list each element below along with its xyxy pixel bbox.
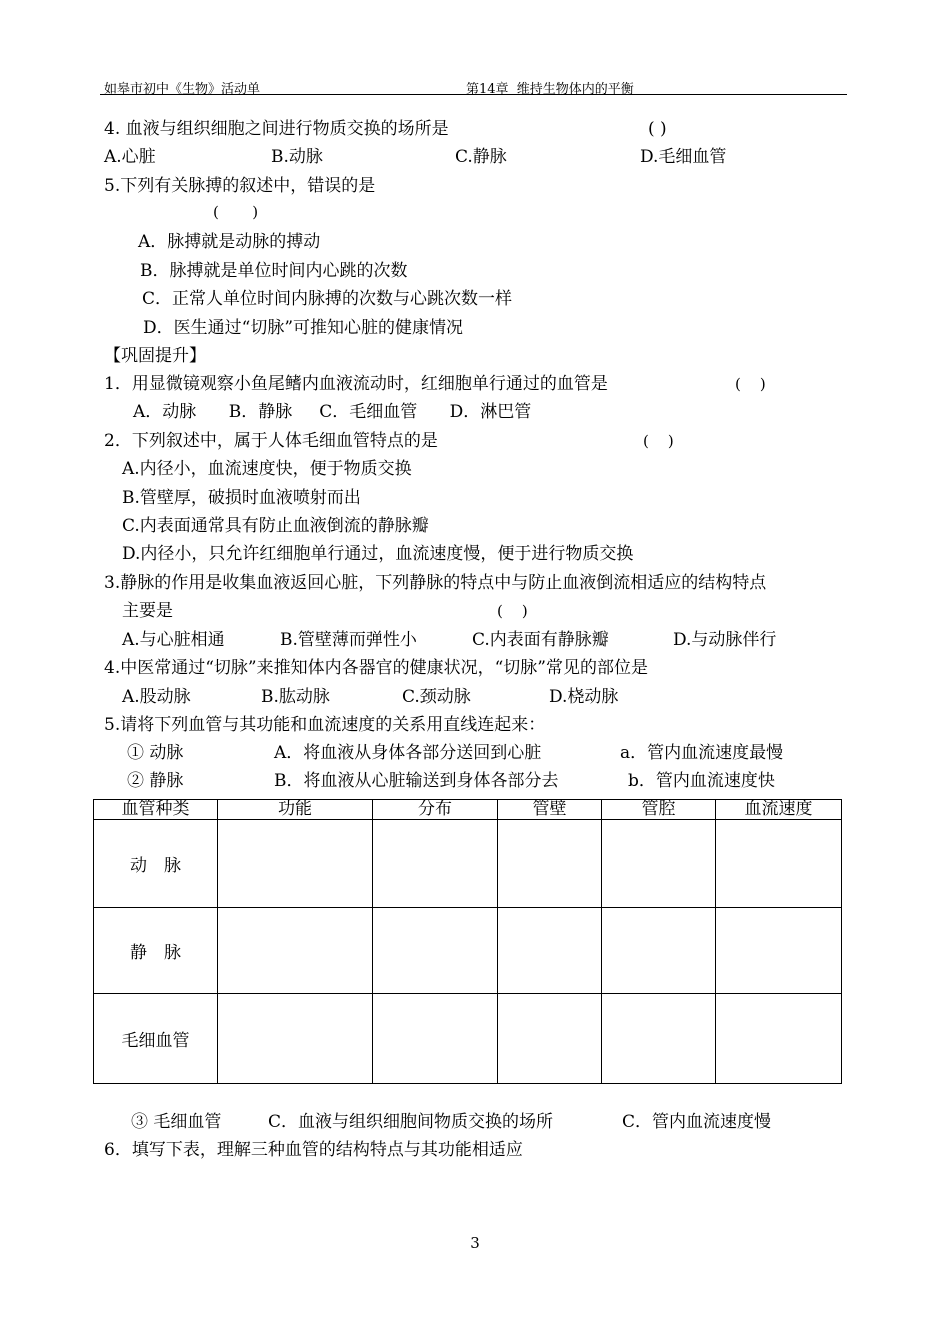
c1-options: A．动脉 B．静脉 C．毛细血管 D．淋巴管 (133, 402, 532, 422)
blank-cell (498, 994, 602, 1084)
c2-option-b: B.管壁厚，破损时血液喷射而出 (122, 488, 361, 508)
match-1-right: a．管内血流速度最慢 (620, 743, 784, 763)
section-title: 【巩固提升】 (104, 346, 206, 366)
row-header-cell: 动 脉 (94, 820, 218, 908)
match-3-left: ③ 毛细血管 (131, 1112, 222, 1132)
c2-stem: 2．下列叙述中，属于人体毛细血管特点的是 (104, 431, 438, 451)
c2-option-a: A.内径小，血流速度快，便于物质交换 (122, 459, 412, 479)
c3-answer-paren: ( ) (497, 602, 528, 620)
blank-cell (218, 908, 373, 994)
match-1-left: ① 动脉 (127, 743, 184, 763)
c4-option-d: D.桡动脉 (549, 687, 619, 707)
c2-answer-paren: ( ) (643, 432, 674, 450)
q5-option-b: B．脉搏就是单位时间内心跳的次数 (140, 261, 408, 281)
c4-stem: 4.中医常通过“切脉”来推知体内各器官的健康状况，“切脉”常见的部位是 (104, 658, 648, 678)
c3-option-b: B.管壁薄而弹性小 (280, 630, 417, 650)
header-right: 第14章 维持生物体内的平衡 (466, 82, 634, 97)
blank-cell (716, 908, 842, 994)
row-header-cell: 静 脉 (94, 908, 218, 994)
match-1-middle: A．将血液从身体各部分送回到心脏 (274, 743, 542, 763)
blank-cell (716, 820, 842, 908)
blank-cell (218, 994, 373, 1084)
table-header-cell: 管壁 (498, 800, 602, 820)
table-header-cell: 血流速度 (716, 800, 842, 820)
blank-cell (716, 994, 842, 1084)
table-header-cell: 管腔 (602, 800, 716, 820)
c2-option-c: C.内表面通常具有防止血液倒流的静脉瓣 (122, 516, 429, 536)
match-2-right: b．管内血流速度快 (628, 771, 775, 791)
q5-answer-paren: ( ) (213, 203, 259, 221)
blank-cell (498, 908, 602, 994)
c1-answer-paren: ( ) (735, 375, 766, 393)
c3-stem-cont: 主要是 (122, 601, 173, 621)
table-row (94, 820, 842, 908)
q4-option-b: B.动脉 (271, 147, 323, 167)
c1-stem: 1．用显微镜观察小鱼尾鳍内血液流动时，红细胞单行通过的血管是 (104, 374, 608, 394)
q5-option-d: D．医生通过“切脉”可推知心脏的健康情况 (143, 318, 464, 338)
row-header-cell: 毛细血管 (94, 994, 218, 1084)
c3-option-d: D.与动脉伴行 (673, 630, 777, 650)
c3-option-a: A.与心脏相通 (122, 630, 225, 650)
table-header-cell: 分布 (373, 800, 498, 820)
c5-stem: 5.请将下列血管与其功能和血流速度的关系用直线连起来： (104, 715, 546, 735)
c3-option-c: C.内表面有静脉瓣 (472, 630, 609, 650)
q4-answer-paren: ( ) (648, 119, 667, 139)
match-2-middle: B．将血液从心脏输送到身体各部分去 (274, 771, 559, 791)
q4-option-d: D.毛细血管 (640, 147, 727, 167)
header-left: 如皋市初中《生物》活动单 (104, 82, 261, 97)
blank-cell (373, 820, 498, 908)
blank-cell (218, 820, 373, 908)
table-header-cell: 功能 (218, 800, 373, 820)
blank-cell (373, 908, 498, 994)
q4-stem: 4. 血液与组织细胞之间进行物质交换的场所是 (104, 119, 449, 139)
match-3-middle: C．血液与组织细胞间物质交换的场所 (268, 1112, 554, 1132)
q5-option-c: C．正常人单位时间内脉搏的次数与心跳次数一样 (142, 289, 513, 309)
page-number: 3 (470, 1234, 480, 1252)
q5-option-a: A．脉搏就是动脉的搏动 (138, 232, 321, 252)
c4-option-b: B.肱动脉 (261, 687, 330, 707)
c4-option-c: C.颈动脉 (402, 687, 471, 707)
table-header-cell: 血管种类 (94, 800, 218, 820)
header-rule (100, 94, 847, 95)
blank-cell (373, 994, 498, 1084)
blank-cell (602, 994, 716, 1084)
q4-option-c: C.静脉 (455, 147, 507, 167)
c2-option-d: D.内径小，只允许红细胞单行通过，血流速度慢，便于进行物质交换 (122, 544, 634, 564)
c6-stem: 6．填写下表，理解三种血管的结构特点与其功能相适应 (104, 1140, 523, 1160)
table-row (94, 994, 842, 1084)
match-3-right: C．管内血流速度慢 (622, 1112, 772, 1132)
blank-cell (602, 908, 716, 994)
c3-stem: 3.静脉的作用是收集血液返回心脏，下列静脉的特点中与防止血液倒流相适应的结构特点 (104, 573, 767, 593)
match-2-left: ② 静脉 (127, 771, 184, 791)
c4-option-a: A.股动脉 (122, 687, 191, 707)
blank-cell (498, 820, 602, 908)
vessel-table (93, 799, 842, 1084)
blank-cell (602, 820, 716, 908)
table-row (94, 908, 842, 994)
q5-stem: 5.下列有关脉搏的叙述中，错误的是 (104, 176, 376, 196)
table-header-row (94, 800, 842, 820)
q4-option-a: A.心脏 (104, 147, 156, 167)
